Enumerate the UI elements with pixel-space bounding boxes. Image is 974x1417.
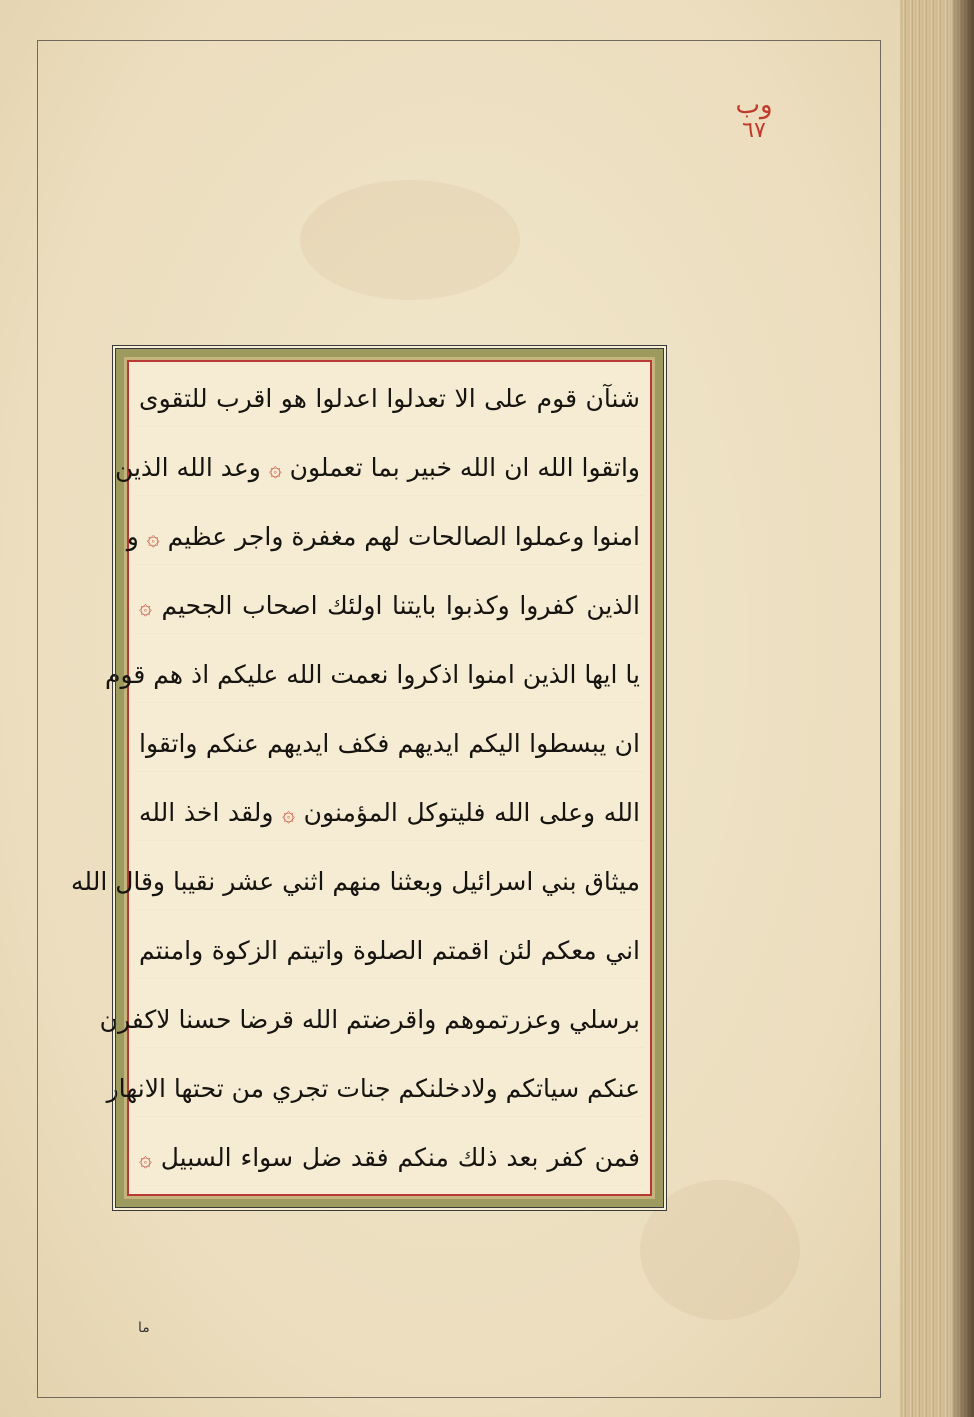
text-line: الذين كفروا وكذبوا بايتنا اولئك اصحاب الجحيم ۞ [139,591,640,620]
text-line: برسلي وعزرتموهم واقرضتم الله قرضا حسنا لاكفرن [99,1005,640,1034]
binding-shadow [952,0,974,1417]
gold-border [71,349,663,1207]
text-line: امنوا وعملوا الصالحات لهم مغفرة واجر عظيم ۞ و [126,522,640,551]
page-edges [900,0,974,1417]
verse-rosette-icon: ۞ [139,595,152,620]
text-block [71,372,644,1186]
verse-rosette-icon: ۞ [268,457,282,482]
red-ruling [71,360,652,1196]
text-line: عنكم سياتكم ولادخلنكم جنات تجري من تحتها الانهار [106,1074,640,1103]
folio-number [724,92,784,142]
text-line: اني معكم لئن اقمتم الصلوة واتيتم الزكوة وامنتم [139,936,640,965]
text-line: الله وعلى الله فليتوكل المؤمنون ۞ ولقد اخذ الله [139,798,640,827]
verse-rosette-icon: ۞ [139,1147,152,1172]
text-frame [71,345,667,1211]
folio-digits: ٦٧ [742,118,766,143]
text-line: يا ايها الذين امنوا اذكروا نعمت الله عليكم اذ هم قوم [105,660,640,689]
text-line: واتقوا الله ان الله خبير بما تعملون ۞ وعد الله الذين [114,453,640,482]
catchword: ما [138,1320,150,1336]
text-line: شنآن قوم على الا تعدلوا اعدلوا هو اقرب للتقوى [139,384,640,413]
folio-letters: وب [735,90,773,120]
text-line: ان يبسطوا اليكم ايديهم فكف ايديهم عنكم واتقوا [139,729,640,758]
verse-rosette-icon: ۞ [146,526,160,551]
text-line: ميثاق بني اسرائيل وبعثنا منهم اثني عشر نقيبا وقال الله [71,867,640,896]
text-line: فمن كفر بعد ذلك منكم فقد ضل سواء السبيل ۞ [139,1143,640,1172]
verse-rosette-icon: ۞ [282,802,296,827]
